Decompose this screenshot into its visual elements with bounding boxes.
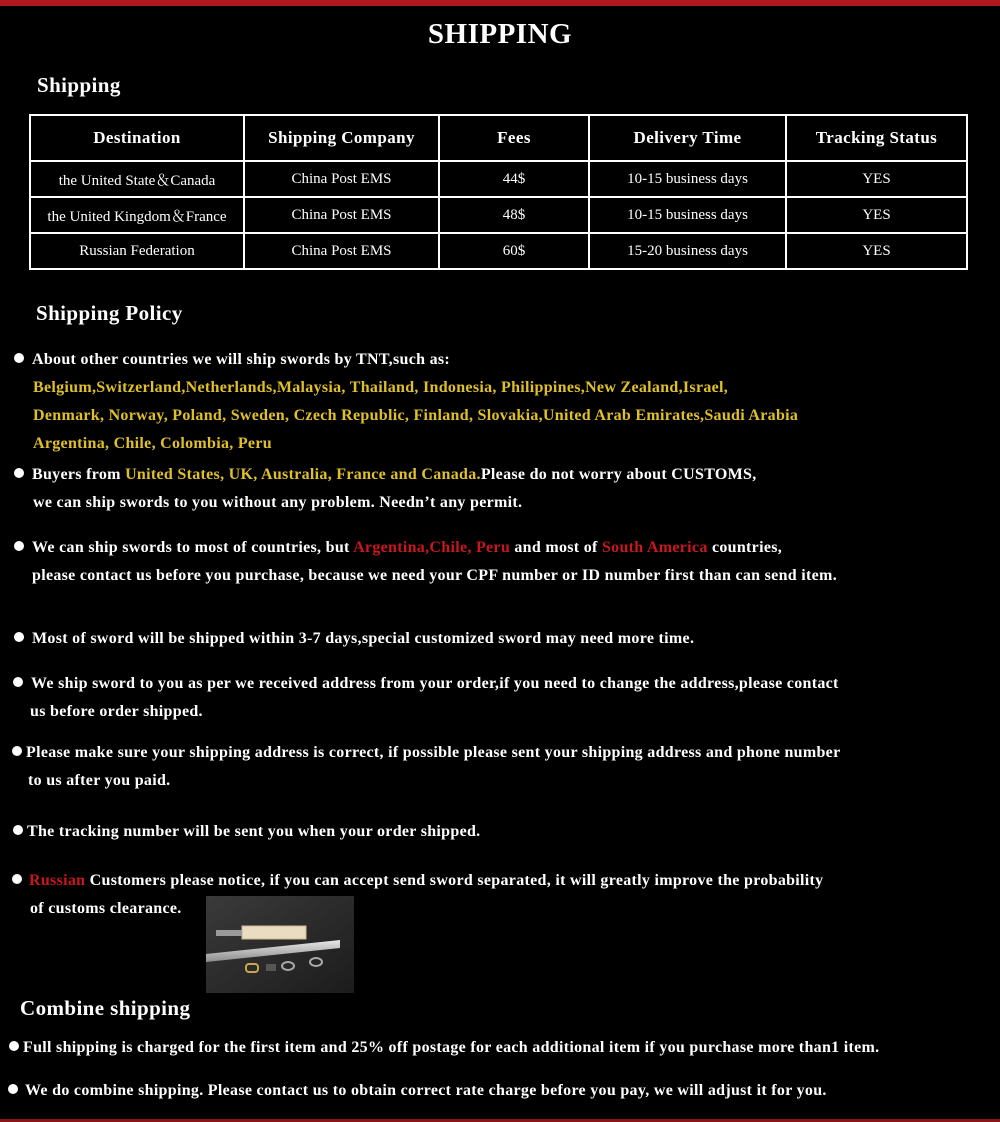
cell-tracking: YES bbox=[786, 197, 967, 233]
tnt-intro-text: About other countries we will ship swords by TNT,such as: bbox=[32, 351, 451, 368]
bullet-icon bbox=[14, 632, 24, 642]
combine-item-full-shipping bbox=[9, 1039, 879, 1057]
cell-delivery-time: 10-15 business days bbox=[589, 197, 786, 233]
policy-item-tnt bbox=[14, 351, 450, 369]
most-mid: and most of bbox=[510, 539, 602, 556]
buyers-suffix: Please do not worry about CUSTOMS, bbox=[480, 466, 757, 483]
cell-destination: Russian Federation bbox=[30, 233, 244, 269]
policy-item-correct-address bbox=[12, 744, 840, 762]
tnt-countries-line-1: Belgium,Switzerland,Netherlands,Malaysia, Thailand, Indonesia, Philippines,New Zealand,Israel, bbox=[33, 379, 729, 396]
policy-item-buyers bbox=[14, 466, 757, 484]
most-line-2: please contact us before you purchase, because we need your CPF number or ID number first than can send item. bbox=[32, 567, 837, 584]
address-line-2: us before order shipped. bbox=[30, 703, 203, 720]
bullet-icon bbox=[14, 541, 24, 551]
cell-company: China Post EMS bbox=[244, 161, 439, 197]
table-header-row bbox=[30, 115, 967, 161]
correct-address-line-2: to us after you paid. bbox=[28, 772, 171, 789]
most-red-countries: Argentina,Chile, Peru bbox=[353, 539, 511, 556]
policy-item-address bbox=[13, 675, 839, 693]
ship-time-text: Most of sword will be shipped within 3-7 days,special customized sword may need more time. bbox=[32, 630, 695, 647]
cell-destination: the United Kingdom＆France bbox=[30, 197, 244, 233]
sword-parts-illustration bbox=[206, 896, 354, 993]
bullet-icon bbox=[8, 1084, 18, 1094]
column-header-fees: Fees bbox=[439, 115, 589, 161]
sword-parts-photo bbox=[206, 896, 354, 993]
policy-item-ship-time bbox=[14, 630, 694, 648]
shipping-policy-heading: Shipping Policy bbox=[36, 301, 183, 325]
top-accent-bar bbox=[0, 0, 1000, 6]
bullet-icon bbox=[12, 746, 22, 756]
tracking-text: The tracking number will be sent you when your order shipped. bbox=[27, 823, 481, 840]
cell-company: China Post EMS bbox=[244, 233, 439, 269]
cell-delivery-time: 15-20 business days bbox=[589, 233, 786, 269]
most-suffix: countries, bbox=[707, 539, 783, 556]
combine-line-2: We do combine shipping. Please contact us to obtain correct rate charge before you pay, we will adjust it for you. bbox=[25, 1082, 827, 1099]
column-header-destination: Destination bbox=[30, 115, 244, 161]
policy-item-tracking bbox=[13, 823, 480, 841]
most-prefix: We can ship swords to most of countries, but bbox=[32, 539, 354, 556]
cell-tracking: YES bbox=[786, 233, 967, 269]
cell-fee: 60$ bbox=[439, 233, 589, 269]
buyers-countries: United States, UK, Australia, France and Canada. bbox=[125, 466, 481, 483]
column-header-shipping-company: Shipping Company bbox=[244, 115, 439, 161]
table-row bbox=[30, 161, 967, 197]
policy-item-most-countries bbox=[14, 539, 782, 557]
most-red-region: South America bbox=[601, 539, 708, 556]
column-header-tracking-status: Tracking Status bbox=[786, 115, 967, 161]
cell-fee: 48$ bbox=[439, 197, 589, 233]
table-row bbox=[30, 197, 967, 233]
cell-destination: the United State＆Canada bbox=[30, 161, 244, 197]
russian-label: Russian bbox=[29, 872, 86, 889]
table-row bbox=[30, 233, 967, 269]
bullet-icon bbox=[13, 825, 23, 835]
shipping-table bbox=[29, 114, 968, 270]
tnt-countries-line-3: Argentina, Chile, Colombia, Peru bbox=[33, 435, 272, 452]
column-header-delivery-time: Delivery Time bbox=[589, 115, 786, 161]
bullet-icon bbox=[14, 468, 24, 478]
bullet-icon bbox=[9, 1041, 19, 1051]
bullet-icon bbox=[13, 677, 23, 687]
combine-line-1: Full shipping is charged for the first item and 25% off postage for each additional item if you purchase more than1 item. bbox=[23, 1039, 880, 1056]
bullet-icon bbox=[14, 353, 24, 363]
buyers-prefix: Buyers from bbox=[32, 466, 126, 483]
address-text: We ship sword to you as per we received address from your order,if you need to change the address,please contact bbox=[31, 675, 839, 692]
cell-delivery-time: 10-15 business days bbox=[589, 161, 786, 197]
cell-fee: 44$ bbox=[439, 161, 589, 197]
cell-tracking: YES bbox=[786, 161, 967, 197]
bullet-icon bbox=[12, 874, 22, 884]
policy-item-russian bbox=[12, 872, 823, 890]
buyers-line-2: we can ship swords to you without any problem. Needn’t any permit. bbox=[33, 494, 523, 511]
combine-item-rate bbox=[8, 1082, 827, 1100]
page-title: SHIPPING bbox=[427, 18, 573, 50]
tnt-countries-line-2: Denmark, Norway, Poland, Sweden, Czech Republic, Finland, Slovakia,United Arab Emirates,Saudi Arabia bbox=[33, 407, 799, 424]
russian-text: Customers please notice, if you can accept send sword separated, it will greatly improve the probability bbox=[85, 872, 824, 889]
russian-line-2: of customs clearance. bbox=[30, 900, 182, 917]
combine-shipping-heading: Combine shipping bbox=[20, 996, 191, 1020]
cell-company: China Post EMS bbox=[244, 197, 439, 233]
correct-address-text: Please make sure your shipping address is correct, if possible please sent your shipping address and phone number bbox=[26, 744, 841, 761]
shipping-heading: Shipping bbox=[37, 73, 121, 97]
